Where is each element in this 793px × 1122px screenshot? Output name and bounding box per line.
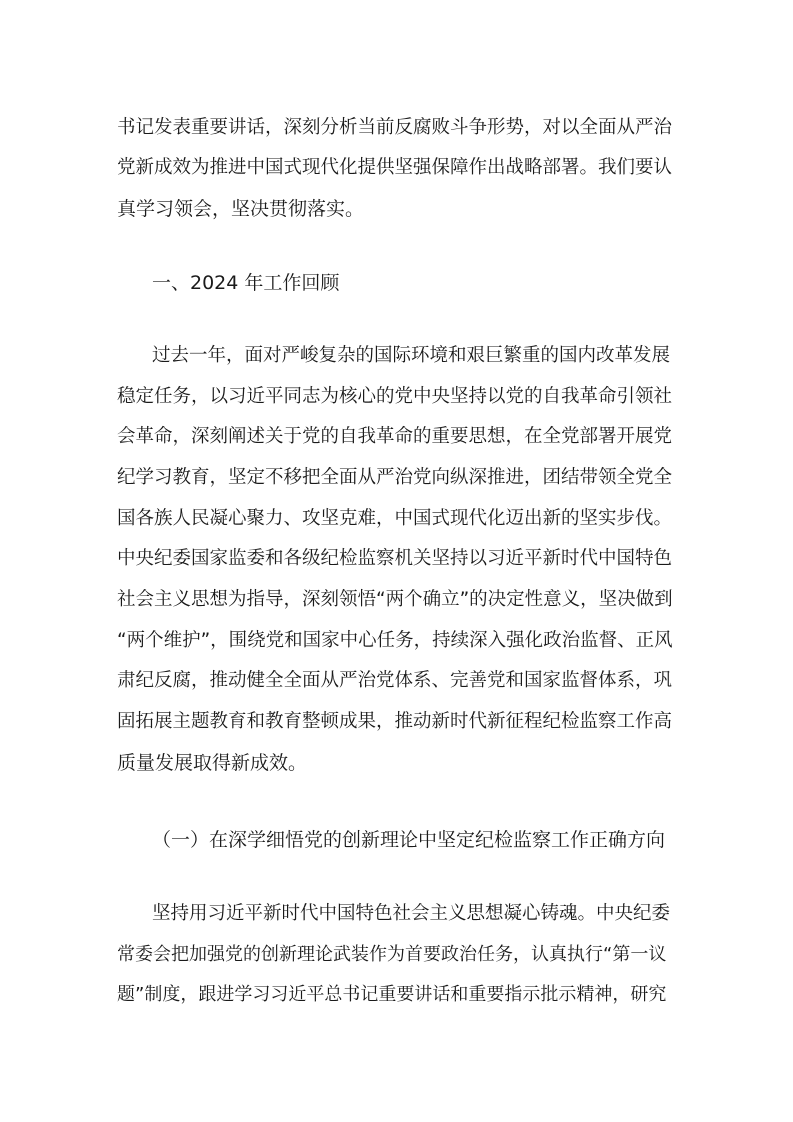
intro-line-2: 党新成效为推进中国式现代化提供坚强保障作出战略部署。我们要认 xyxy=(117,157,673,178)
review-line-5: 国各族人民凝心聚力、攻坚克难，中国式现代化迈出新的坚实步伐。 xyxy=(117,508,673,529)
review-line-7: 社会主义思想为指导，深刻领悟“两个确立”的决定性意义，坚决做到 xyxy=(117,589,673,610)
intro-line-1: 书记发表重要讲话，深刻分析当前反腐败斗争形势，对以全面从严治 xyxy=(117,117,673,138)
review-line-11: 质量发展取得新成效。 xyxy=(117,752,308,774)
review-line-10: 固拓展主题教育和教育整顿成果，推动新时代新征程纪检监察工作高 xyxy=(117,711,673,732)
intro-line-3: 真学习领会，坚决贯彻落实。 xyxy=(117,198,365,220)
subsection-heading: （一）在深学细悟党的创新理论中坚定纪检监察工作正确方向 xyxy=(152,829,666,851)
subsection-line-2: 常委会把加强党的创新理论武装作为首要政治任务，认真执行“第一议 xyxy=(117,944,667,965)
review-line-9: 肃纪反腐，推动健全全面从严治党体系、完善党和国家监督体系，巩 xyxy=(117,670,673,691)
subsection-line-3: 题”制度，跟进学习习近平总书记重要讲话和重要指示批示精神，研究 xyxy=(117,984,667,1005)
review-line-2: 稳定任务，以习近平同志为核心的党中央坚持以党的自我革命引领社 xyxy=(117,386,673,407)
review-line-6: 中央纪委国家监委和各级纪检监察机关坚持以习近平新时代中国特色 xyxy=(117,548,673,569)
section-heading: 一、2024 年工作回顾 xyxy=(152,272,340,294)
review-line-3: 会革命，深刻阐述关于党的自我革命的重要思想，在全党部署开展党 xyxy=(117,426,673,447)
review-line-8: “两个维护”，围绕党和国家中心任务，持续深入强化政治监督、正风 xyxy=(117,630,673,651)
subsection-line-1: 坚持用习近平新时代中国特色社会主义思想凝心铸魂。中央纪委 xyxy=(152,903,671,924)
review-line-4: 纪学习教育，坚定不移把全面从严治党向纵深推进，团结带领全党全 xyxy=(117,467,673,488)
review-line-1: 过去一年，面对严峻复杂的国际环境和艰巨繁重的国内改革发展 xyxy=(152,345,671,366)
